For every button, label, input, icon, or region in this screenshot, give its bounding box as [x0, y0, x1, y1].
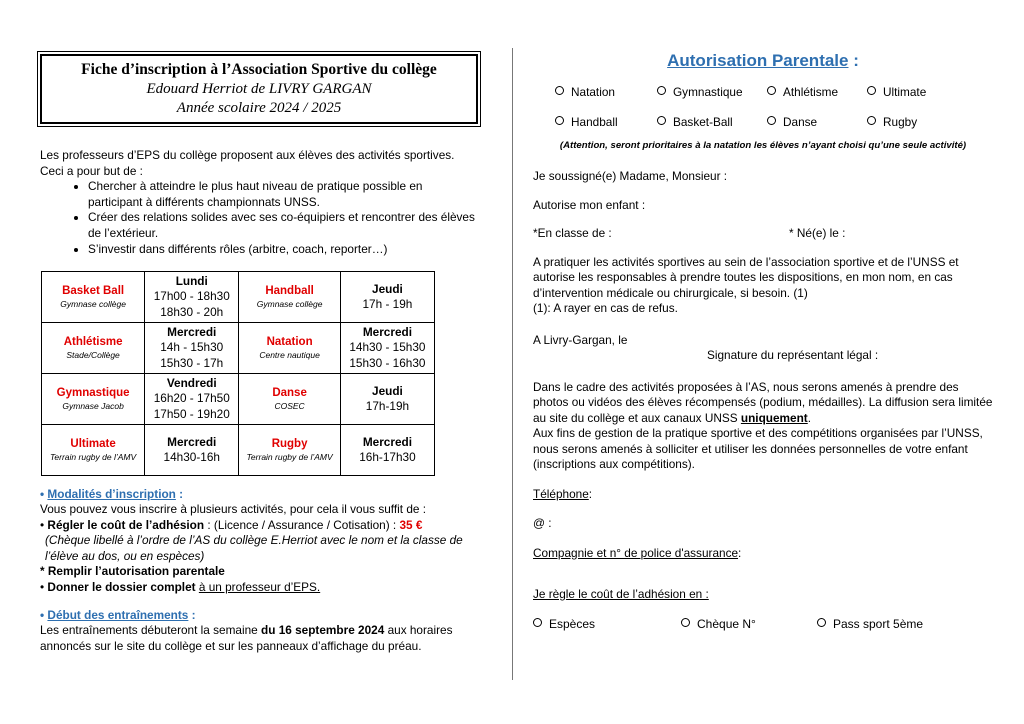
entrainements-text: Les entraînements débuteront la semaine du 16 septembre 2024 aux horaires annoncés sur le site du collège et sur les panneaux d’affichage du préau.	[40, 623, 453, 653]
activity-cell: Gymnastique Gymnase Jacob	[42, 374, 145, 425]
choice-natation[interactable]: Natation	[555, 84, 657, 100]
activity-cell: Ultimate Terrain rugby de l’AMV	[42, 425, 145, 476]
schedule-cell: Jeudi 17h-19h	[340, 374, 434, 425]
step-submit: • Donner le dossier complet à un professeur d’EPS.	[40, 579, 321, 594]
gestion-text: Aux fins de gestion de la pratique sportive et des compétitions organisées par l’UNSS, nous serons amenés à solliciter et utiliser les données personnelles de votre enfant (inscriptions aux compétitions).	[533, 426, 983, 471]
activity-cell: Rugby Terrain rugby de l’AMV	[239, 425, 341, 476]
email-field[interactable]: @ :	[533, 516, 552, 530]
photos-text: Dans le cadre des activités proposées à l’AS, nous serons amenés à prendre des photos ou vidéos des élèves récompensés (podium, médailles). La diffusion sera limitée au site du collège et aux canaux UNSS uniquement.	[533, 379, 993, 425]
table-row	[42, 272, 435, 323]
schedule-cell: Mercredi 14h30-16h	[145, 425, 239, 476]
choice-athletisme[interactable]: Athlétisme	[767, 84, 867, 100]
classe-field[interactable]: *En classe de :	[533, 226, 612, 240]
form-header	[40, 54, 478, 124]
inscription-form: Fiche d’inscription à l’Association Sportive du collège Edouard Herriot de LIVRY GARGAN Année scolaire 2024 / 2025 Les professeurs d’EPS du collège proposent aux élèves des activités sportives. Ceci a pour but de : • Chercher à atteindre le plus haut niveau de pratique possible en participant à différents championnats UNSS. • Créer des relations solides avec ses co-équipiers et rencontrer des élèves de l’extérieur. • S’investir dans différents rôles (arbitre, coach, reporter…) Basket Ball Gymnase collège Lundi 17h00 - 18h30 18h30 - 20h Handball Gymnase collège Jeudi 17h - 19h Athlétisme Stade/Collège Mercredi 14h - 15h30 15h30 - 17h Natation Centre nautique Mercredi 14h30 - 15h30 15h30 - 16h30 Gymnastique Gymnase Jacob Vendredi 16h20 - 17h50 17h50 - 19h20 Danse COSEC Jeudi 17h-19h Ultimate Terrain rugby de l’AMV Mercredi 14h30-16h Rugby Terrain rugby de l’AMV Mercredi 16h-17h30 • Modalités d’inscription : Vous pouvez vous inscrire à plusieurs activités, pour cela il vous suffit de : • Régler le coût de l’adhésion : (Licence / Assurance / Cotisation) : 35 € (Chèque libellé à l’ordre de l’AS du collège E.Herriot avec le nom et la classe de l’élève au dos, ou en espèces) * Remplir l’autorisation parentale • Donner le dossier complet à un professeur d’EPS. • Début des entraînements : Les entraînements débuteront la semaine du 16 septembre 2024 aux horaires annoncés sur le site du collège et sur les panneaux d’affichage du préau.	[40, 50, 480, 654]
activity-choices	[555, 84, 993, 130]
enfant-field[interactable]: Autorise mon enfant :	[533, 197, 646, 212]
form-title: Fiche d’inscription à l’Association Sportive du collège	[81, 61, 437, 78]
reglement-label: Je règle le coût de l’adhésion en :	[533, 587, 709, 601]
payment-cheque[interactable]: Chèque N°	[681, 617, 817, 631]
lieu-date-field[interactable]: A Livry-Gargan, le	[533, 332, 628, 347]
radio-circle-icon	[867, 116, 876, 125]
authorization-title: Autorisation Parentale :	[667, 51, 859, 70]
radio-circle-icon	[767, 86, 776, 95]
table-row	[42, 374, 435, 425]
telephone-field[interactable]: Téléphone:	[533, 486, 593, 501]
modalites-title: • Modalités d’inscription :	[40, 487, 184, 502]
step-authorization: * Remplir l’autorisation parentale	[40, 564, 225, 579]
radio-circle-icon	[681, 618, 690, 627]
schedule-cell: Lundi 17h00 - 18h30 18h30 - 20h	[145, 272, 239, 323]
payment-pass-sport[interactable]: Pass sport 5ème	[817, 617, 923, 631]
radio-circle-icon	[657, 116, 666, 125]
payment-especes[interactable]: Espèces	[533, 617, 681, 631]
cheque-note: (Chèque libellé à l’ordre de l’AS du collège E.Herriot avec le nom et la classe de l’élève au dos, ou en espèces)	[45, 533, 463, 563]
radio-circle-icon	[657, 86, 666, 95]
activities-table	[41, 271, 435, 476]
radio-circle-icon	[767, 116, 776, 125]
priority-note: (Attention, seront prioritaires à la natation les élèves n’ayant choisi qu’une seule activité)	[559, 140, 967, 151]
page-divider	[512, 48, 513, 680]
pratiquer-text: A pratiquer les activités sportives au sein de l’association sportive et de l’UNSS et autorise les responsables à prendre toutes les dispositions, en mon nom, en cas d’intervention médicale ou chirurgicale, si besoin. (1)	[533, 254, 959, 300]
radio-circle-icon	[867, 86, 876, 95]
activity-cell: Basket Ball Gymnase collège	[42, 272, 145, 323]
table-row	[42, 425, 435, 476]
goals-list	[40, 179, 480, 257]
schedule-cell: Vendredi 16h20 - 17h50 17h50 - 19h20	[145, 374, 239, 425]
school-year: Année scolaire 2024 / 2025	[176, 100, 342, 116]
list-item: • Chercher à atteindre le plus haut niveau de pratique possible en participant à différents championnats UNSS.	[88, 179, 480, 210]
entrainements-title: • Début des entraînements :	[40, 608, 196, 623]
choice-danse[interactable]: Danse	[767, 114, 867, 130]
parental-authorization	[533, 50, 993, 631]
choice-gymnastique[interactable]: Gymnastique	[657, 84, 767, 100]
activity-cell: Danse COSEC	[239, 374, 341, 425]
choice-handball[interactable]: Handball	[555, 114, 657, 130]
school-name: Edouard Herriot de LIVRY GARGAN	[146, 81, 372, 97]
schedule-cell: Jeudi 17h - 19h	[340, 272, 434, 323]
radio-circle-icon	[555, 116, 564, 125]
choice-basket-ball[interactable]: Basket-Ball	[657, 114, 767, 130]
radio-circle-icon	[817, 618, 826, 627]
choice-rugby[interactable]: Rugby	[867, 114, 967, 130]
soussigne-field[interactable]: Je soussigné(e) Madame, Monsieur :	[533, 169, 728, 183]
table-row	[42, 323, 435, 374]
intro-text: Les professeurs d’EPS du collège proposent aux élèves des activités sportives. Ceci a pour but de : • Chercher à atteindre le plus haut niveau de pratique possible en participant à différents championnats UNSS. • Créer des relations solides avec ses co-équipiers et rencontrer des élèves de l’extérieur. • S’investir dans différents rôles (arbitre, coach, reporter…)	[40, 148, 480, 257]
list-item: • Créer des relations solides avec ses co-équipiers et rencontrer des élèves de l’extérieur.	[88, 210, 480, 241]
activity-cell: Handball Gymnase collège	[239, 272, 341, 323]
assurance-field[interactable]: Compagnie et n° de police d'assurance:	[533, 545, 742, 560]
birthdate-field[interactable]: * Né(e) le :	[789, 226, 846, 240]
schedule-cell: Mercredi 14h30 - 15h30 15h30 - 16h30	[340, 323, 434, 374]
payment-options	[533, 617, 993, 631]
activity-cell: Natation Centre nautique	[239, 323, 341, 374]
rayer-note: (1): A rayer en cas de refus.	[533, 301, 678, 315]
class-birth-row	[533, 226, 993, 242]
step-payment: • Régler le coût de l’adhésion : (Licence / Assurance / Cotisation) : 35 €	[40, 517, 423, 532]
schedule-cell: Mercredi 14h - 15h30 15h30 - 17h	[145, 323, 239, 374]
choice-ultimate[interactable]: Ultimate	[867, 84, 967, 100]
signature-field[interactable]: Signature du représentant légal :	[707, 348, 879, 362]
list-item: • S’investir dans différents rôles (arbitre, coach, reporter…)	[88, 242, 480, 258]
schedule-cell: Mercredi 16h-17h30	[340, 425, 434, 476]
radio-circle-icon	[533, 618, 542, 627]
radio-circle-icon	[555, 86, 564, 95]
activity-cell: Athlétisme Stade/Collège	[42, 323, 145, 374]
